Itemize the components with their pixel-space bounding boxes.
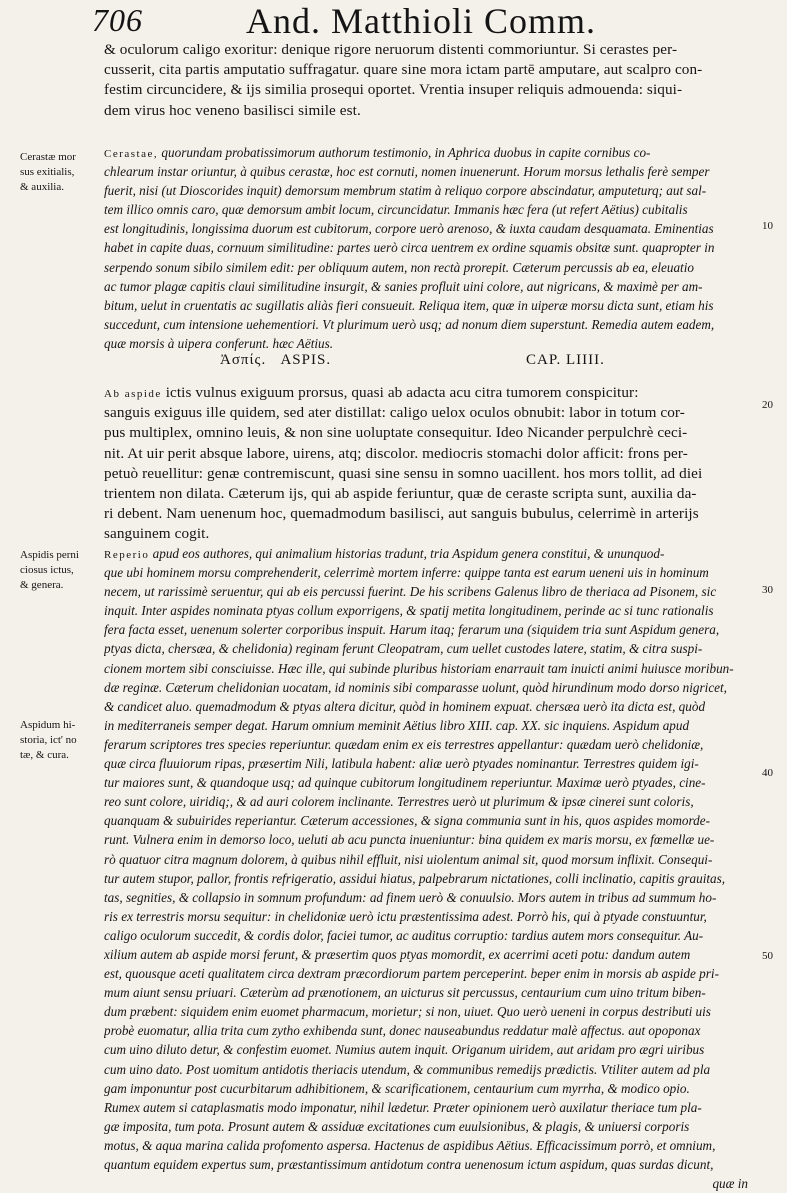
text-line: ictis vulnus exiguum prorsus, quasi ab adacta acu citra tumorem conspicitur:	[165, 384, 639, 401]
text-line: pus multiplex, omnino leuis, & non sine uoluptate consequitur. Ideo Nicander perpulchrè ceci-	[104, 424, 688, 442]
margin-note-line: storia, ict' no	[20, 734, 77, 746]
line-number: 20	[762, 399, 773, 411]
text-line: cionem mortem sibi consciuisse. Hæc ille, qui subinde pluribus historiam enarrauit tam inuicti animi huiusce moribun-	[104, 660, 734, 676]
text-line: quæ morsis à uipera conferunt. hæc Aëtius.	[104, 335, 334, 351]
text-line: habet in capite duas, cornuum similitudine: partes uerò circa uentrem ex ordine squamis obsitæ sunt. quapropter in	[104, 240, 715, 256]
text-line: probè euomatur, allia trita cum zytho exhibenda sunt, donec nauseabundus reddatur malè affectus. aut opoponax	[104, 1023, 701, 1039]
text-line: fera facta esset, uenenum solerter corporibus inspuit. Harum itaq; ferarum una (siquidem tria sunt Aspidum genera,	[104, 622, 720, 638]
text-line: serpendo sonum sibilo similem edit: per obliquum autem, non rectà prorepit. Cæterum percussis ab ea, eleuatio	[104, 259, 694, 275]
text-line: sanguinem cogit.	[104, 525, 210, 543]
text-line: runt. Vulnera enim in demorso loco, ueluti ab acu puncta inueniuntur: bina quidem ex maris morsu, ex fœmellæ ue-	[104, 832, 715, 848]
text-line: petuò reuellitur: genæ contremiscunt, quasi sine sensu in somno uacillent. hos mors tollit, ad diei	[104, 464, 703, 482]
text-line: ri debent. Nam uenenum hoc, quemadmodum basilisci, aut sanguis bubulus, celerrimè in arterijs	[104, 505, 699, 523]
chapter-heading	[220, 352, 760, 376]
text-line: que ubi hominem morsu comprehenderit, celerrimè mortem inferre: quippe tanta est earum ueneni uis in hominum	[104, 565, 709, 581]
margin-note-aspidum-historia	[20, 718, 100, 763]
chapter-number: CAP. LIIII.	[526, 352, 605, 368]
text-line: ferarum scriptores tres species reperiuntur. quædam enim ex eis terrestres appellantur: quædam uerò chelidoniæ,	[104, 736, 704, 752]
text-line: mum aiunt sensu priuari. Cæterùm ad prænotionem, an uicturus sit percussus, centaurium cum uino tritum biben-	[104, 985, 706, 1001]
text-line: gam imponuntur post cucurbitarum adhibitionem, & scarificationem, centaurium cum myrrha, & modico opio.	[104, 1080, 690, 1096]
margin-note-aspis-genera	[20, 548, 100, 593]
text-line: gæ imposita, tum pota. Prosunt autem & assiduæ excitationes cum euulsionibus, & plagis, & uniuersi corporis	[104, 1118, 690, 1134]
margin-note-line: Aspidis perni	[20, 549, 79, 561]
margin-note-line: Aspidum hi-	[20, 719, 76, 731]
line-number: 50	[762, 950, 773, 962]
text-line: necem, ut rarissimè seruentur, qui ab eis percussi fuerint. De his scribens Galenus libro de theriaca ad Pisonem, sic	[104, 584, 717, 600]
page-number: 706	[92, 2, 143, 38]
line-number: 10	[762, 220, 773, 232]
text-line: dem virus hoc veneno basilisci simile est.	[104, 101, 361, 119]
text-line: rò quatuor citra magnum dolorem, à quibus nihil effluit, nisi uiolentum animal sit, quod morsum inflixit. Consequi-	[104, 851, 713, 867]
text-line: trientem non dilata. Cæterum ijs, qui ab aspide feriuntur, quæ de ceraste scripta sunt, auxilia da-	[104, 484, 697, 502]
text-line: & candicet aluo. quemadmodum & ptyas altera dicitur, quòd in hominem expuat. chersæa uerò ita dicta est, quòd	[104, 698, 706, 714]
text-line: inquit. Inter aspides nominata ptyas collum exporrigens, & spatij metita longitudinem, perinde ac si tunc rationalis	[104, 603, 714, 619]
margin-note-line: sus exitialis,	[20, 166, 75, 178]
text-line: cusserit, cita partis amputatio suffragatur. quare sine mora ictam partē amputare, aut scalpro con-	[104, 61, 703, 79]
reperio-paragraph	[104, 544, 756, 1193]
text-line: apud eos authores, qui animalium historias tradunt, tria Aspidum genera constitui, & ununquod-	[152, 546, 665, 561]
margin-note-line: tæ, & cura.	[20, 749, 69, 761]
text-line: cum uino diluto detur, & confestim euomet. Numius autem inquit. Origanum uiridem, aut aridam pro ægri uiribus	[104, 1042, 705, 1058]
margin-note-cerastae	[20, 150, 100, 195]
paragraph-lead: Ab aspide	[104, 388, 162, 400]
catchword: quæ in	[712, 1176, 748, 1192]
text-line: tem illico omnis caro, quæ demorsum ambit locum, circuncidatur. Immanis hæc fera (ut refert Aëtius) cubitalis	[104, 202, 688, 218]
cerastae-paragraph	[104, 143, 756, 353]
text-line: bitum, uelut in cruentatis ac sugillatis aliàs fieri consueuit. Reliqua item, quæ in uiperæ morsu dicta sunt, etiam his	[104, 297, 714, 313]
text-line: & oculorum caligo exoritur: denique rigore neruorum distenti commoriuntur. Si cerastes per-	[104, 41, 678, 58]
text-line: dæ reginæ. Cæterum chelidonian uocatam, id nominis sibi comparasse uolunt, quòd hirundinum modo dorso nigricet,	[104, 679, 727, 695]
text-line: festim circuncidere, & ijs similia prosequi oportet. Vrentia insuper reliquis admouenda: siqui-	[104, 81, 683, 99]
text-line: cum uino dato. Post uomitum antidotis theriacis utendum, & communibus remedijs prædictis. Vtiliter autem ad pla	[104, 1061, 711, 1077]
chapter-greek-title: Ἀσπίς.	[220, 352, 267, 368]
text-line: ris ex terrestris morsu sequitur: in chelidoniæ uerò ictu præstentissima adest. Porrò his, qui à ptyade constuuntur,	[104, 908, 707, 924]
text-line: succedunt, cum intensione uehementiori. Vt plurimum uerò usq; ad nonum diem superstunt. Remedia autem eadem,	[104, 316, 715, 332]
margin-note-line: & genera.	[20, 579, 64, 591]
text-line: dum præbent: siquidem enim euomet pharmacum, morietur; si non, uiuet. Quo uerò ueneni in corpus destributi uis	[104, 1004, 711, 1020]
text-line: quantum equidem expertus sum, præstantissimum antidotum contra uenenosum ictum aspidum, quas surdas dicunt,	[104, 1157, 714, 1172]
text-line: xilium autem ab aspide morsi ferunt, & præsertim quos ptyas momordit, ex acerrimi aceti potu: dandum autem	[104, 946, 691, 962]
text-line: Rumex autem si cataplasmatis modo imponatur, nihil lædetur. Præter opinionem uerò auxilatur theriace tum pla-	[104, 1099, 702, 1115]
text-line: chlearum instar oriuntur, à quibus cerastæ, hoc est cornuti, nomen inuenerunt. Horum morsus lethalis ferè semper	[104, 164, 710, 180]
text-line: quæ circa fluuiorum ripas, præsertim Nili, latibula habent: aliæ uerò ptyades nominantur. Terrestres quidem igi-	[104, 756, 699, 772]
text-line: ac tumor plagæ capitis claui similitudine insurgit, & sanies profluit uini colore, aut nigricans, & maximè per am-	[104, 278, 703, 294]
text-line: fuerit, nisi (ut Dioscorides inquit) demorsum membrum statim à reliquo corpore abscindatur, amputeturq; aut sal-	[104, 183, 707, 199]
intro-paragraph	[104, 40, 756, 121]
chapter-latin-title: ASPIS.	[280, 352, 332, 368]
text-line: quanquam & subuirides reperiantur. Cæterum accessiones, & signa communia sunt in his, quos aspides momorde-	[104, 813, 710, 829]
paragraph-lead: Reperio	[104, 549, 150, 561]
aspis-paragraph	[104, 383, 756, 545]
text-line: tas, segnities, & collapsio in somnum profundum: ad finem uerò & conuulsio. Mors autem in tribus ad summum ho-	[104, 889, 717, 905]
margin-note-line: & auxilia.	[20, 181, 64, 193]
text-line: motus, & aqua marina calida profomento aspersa. Hactenus de aspidibus Aëtius. Efficacissimum porrò, et omnium,	[104, 1137, 716, 1153]
text-line: tur autem stupor, pallor, frontis refrigeratio, assidui hiatus, palpebrarum nictationes, colli inclinatio, capitis grauitas,	[104, 870, 726, 886]
line-number: 40	[762, 767, 773, 779]
margin-note-line: Cerastæ mor	[20, 151, 76, 163]
text-line: est longitudinis, longissima duorum est cubitorum, corpore uerò arenoso, & iuxta caudam desquamata. Eminentias	[104, 221, 714, 237]
text-line: in mediterraneis semper degat. Harum omnium meminit Aëtius libro XIII. cap. XX. sic inquiens. Aspidum apud	[104, 717, 690, 733]
running-title: And. Matthioli Comm.	[246, 1, 597, 41]
text-line: quorundam probatissimorum authorum testimonio, in Aphrica duobus in capite cornibus co-	[161, 145, 651, 160]
text-line: caligo oculorum succedit, & cordis dolor, faciei tumor, ac auditus corruptio: tardius autem mors consequitur. Au-	[104, 927, 704, 943]
line-number: 30	[762, 584, 773, 596]
text-line: est, quousque aceti qualitatem circa dextram præcordiorum partem perceperint. beper enim in morsis ab aspide pri-	[104, 966, 719, 982]
text-line: tur maiores sunt, & quandoque usq; ad quinque cubitorum longitudinem reperiuntur. Maximæ uerò ptyades, cine-	[104, 775, 706, 791]
paragraph-lead: Cerastae,	[104, 148, 159, 160]
text-line: ptyas dicta, chersæa, & chelidonia) reginam ferunt Cleopatram, cum uellet custodes latere, statim, & citra suspi-	[104, 641, 703, 657]
text-line: nit. At uir perit absque labore, uirens, atq; discolor. mediocris stomachi dolor afficit: frons per-	[104, 444, 688, 462]
text-line: sanguis exiguus ille quidem, sed ater distillat: caligo uelox oculos obnubit: labor in totum cor-	[104, 404, 685, 422]
text-line: reo sunt colore, uiridiq;, & ad auri colorem inclinante. Terrestres uerò ut plurimum & ipsæ cinerei sunt coloris,	[104, 794, 694, 810]
margin-note-line: ciosus ictus,	[20, 564, 74, 576]
